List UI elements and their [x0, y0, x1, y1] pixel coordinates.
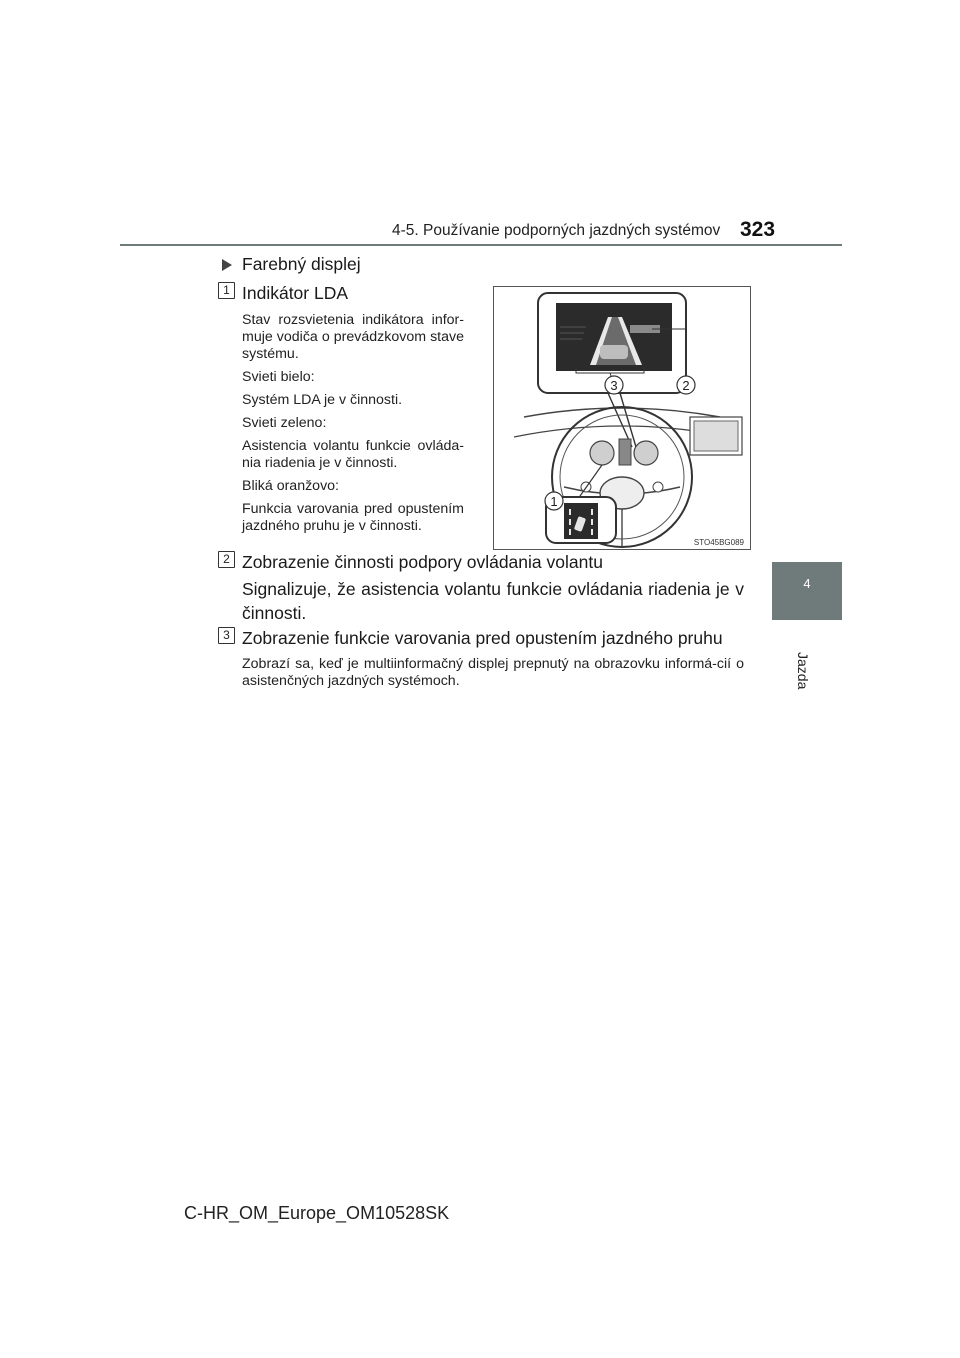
- paragraph: Bliká oranžovo:: [242, 478, 339, 494]
- item-marker-1: 1: [218, 282, 235, 299]
- triangle-bullet-icon: [222, 259, 232, 271]
- header-divider: [120, 244, 842, 246]
- item-body-3: Zobrazí sa, keď je multiinformačný displej prepnutý na obrazovku informá-cií o asistenčných jazdných systémoch.: [242, 656, 744, 689]
- figure-callout-3: 3: [610, 378, 618, 393]
- page-number: 323: [740, 218, 776, 241]
- item-marker-3: 3: [218, 627, 235, 644]
- item-body-2: Signalizuje, že asistencia volantu funkcie ovládania riadenia je v činnosti.: [242, 579, 744, 623]
- item-title-2: Zobrazenie činnosti podpory ovládania volantu: [242, 552, 603, 572]
- instrument-panel-illustration: [493, 286, 751, 550]
- paragraph: Funkcia varovania pred opustením jazdného pruhu je v činnosti.: [242, 501, 464, 534]
- item-body-1: [242, 312, 464, 535]
- figure-callout-1: 1: [550, 494, 558, 509]
- item-title-3: Zobrazenie funkcie varovania pred opustením jazdného pruhu: [242, 628, 723, 648]
- figure-callout-2: 2: [682, 378, 690, 393]
- item-title-1: Indikátor LDA: [242, 283, 349, 303]
- paragraph: Systém LDA je v činnosti.: [242, 392, 403, 408]
- paragraph: Stav rozsvietenia indikátora infor-muje vodiča o prevádzkovom stave systému.: [242, 312, 464, 362]
- subheading: Farebný displej: [242, 254, 361, 274]
- figure-code: STO45BG089: [693, 538, 744, 547]
- paragraph: Svieti zeleno:: [242, 415, 327, 431]
- chapter-tab-number: 4: [803, 576, 811, 591]
- document-id: C-HR_OM_Europe_OM10528SK: [184, 1203, 450, 1223]
- paragraph: Svieti bielo:: [242, 369, 315, 385]
- chapter-tab: [772, 562, 842, 620]
- section-title: 4-5. Používanie podporných jazdných systémov: [392, 222, 721, 239]
- paragraph: Asistencia volantu funkcie ovláda-nia riadenia je v činnosti.: [242, 438, 464, 471]
- chapter-tab-label: Jazda: [795, 652, 811, 690]
- item-marker-2: 2: [218, 551, 235, 568]
